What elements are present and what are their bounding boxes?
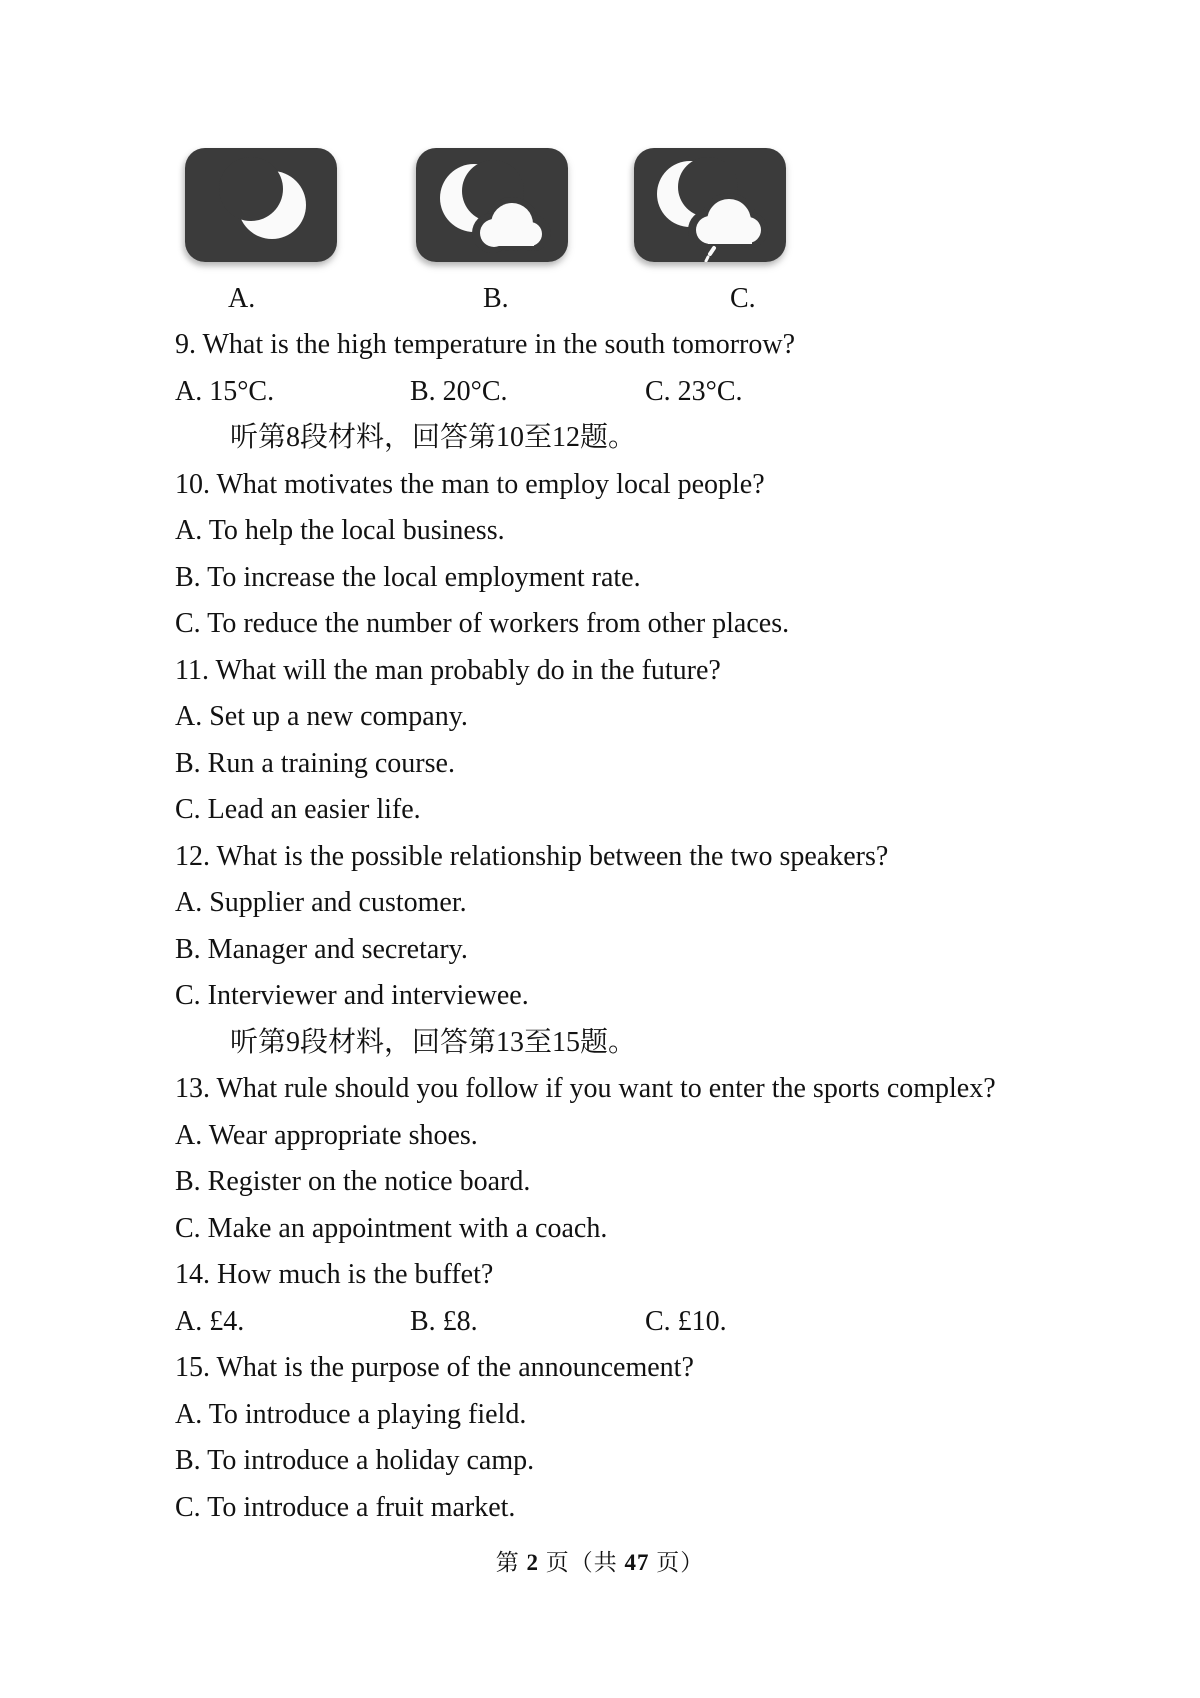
questions-block — [0, 322, 1200, 1531]
q11-option-a: A. Set up a new company. — [175, 701, 468, 732]
question-9-text: 9. What is the high temperature in the south tomorrow? — [175, 329, 796, 360]
question-9-options — [0, 369, 1200, 416]
question-12-text: 12. What is the possible relationship between the two speakers? — [175, 840, 889, 872]
q12-option-a: A. Supplier and customer. — [175, 887, 467, 918]
q10-option-b: B. To increase the local employment rate. — [175, 561, 641, 593]
q12-option-b: B. Manager and secretary. — [175, 933, 468, 965]
q14-option-a: A. £4. — [175, 1305, 245, 1337]
q15-option-b: B. To introduce a holiday camp. — [175, 1445, 535, 1476]
q15-option-c: C. To introduce a fruit market. — [175, 1491, 516, 1523]
q9-option-a: A. 15°C. — [175, 375, 275, 407]
question-11-text: 11. What will the man probably do in the future? — [175, 654, 721, 686]
q11-option-b: B. Run a training course. — [175, 747, 455, 779]
crescent-moon-icon — [185, 148, 337, 262]
q15-option-a: A. To introduce a playing field. — [175, 1398, 527, 1430]
q13-option-b: B. Register on the notice board. — [175, 1166, 531, 1197]
picture-label-a: A. — [228, 283, 256, 314]
picture-option-labels — [0, 283, 1200, 317]
picture-label-b: B. — [483, 283, 509, 314]
footer-prefix: 第 — [495, 1550, 527, 1575]
footer-total-pages: 47 — [624, 1550, 650, 1575]
moon-cloud-rain-icon — [634, 148, 786, 262]
footer-suffix: 页） — [649, 1550, 705, 1575]
section-8-instruction: 听第8段材料，回答第10至12题。 — [230, 422, 637, 453]
q10-option-a: A. To help the local business. — [175, 515, 505, 546]
q13-option-a: A. Wear appropriate shoes. — [175, 1119, 478, 1151]
picture-label-c: C. — [730, 283, 756, 314]
section-9-instruction: 听第9段材料，回答第13至15题。 — [230, 1026, 637, 1058]
page-footer — [0, 1544, 1200, 1577]
question-13-text: 13. What rule should you follow if you want to enter the sports complex? — [175, 1073, 996, 1104]
footer-page-number: 2 — [526, 1550, 539, 1575]
q14-option-c: C. £10. — [645, 1305, 727, 1337]
q10-option-c: C. To reduce the number of workers from other places. — [175, 608, 790, 639]
q9-option-b: B. 20°C. — [410, 375, 508, 407]
q11-option-c: C. Lead an easier life. — [175, 794, 421, 825]
question-10-text: 10. What motivates the man to employ local people? — [175, 468, 765, 500]
question-14-options — [0, 1299, 1200, 1346]
moon-behind-cloud-icon — [416, 148, 568, 262]
question-15-text: 15. What is the purpose of the announcement? — [175, 1352, 694, 1383]
footer-middle: 页（共 — [539, 1550, 625, 1575]
q13-option-c: C. Make an appointment with a coach. — [175, 1212, 608, 1244]
question-14-text: 14. How much is the buffet? — [175, 1259, 494, 1290]
q12-option-c: C. Interviewer and interviewee. — [175, 980, 529, 1011]
q9-option-c: C. 23°C. — [645, 375, 743, 407]
q14-option-b: B. £8. — [410, 1305, 478, 1337]
weather-icons-row — [0, 148, 1200, 262]
